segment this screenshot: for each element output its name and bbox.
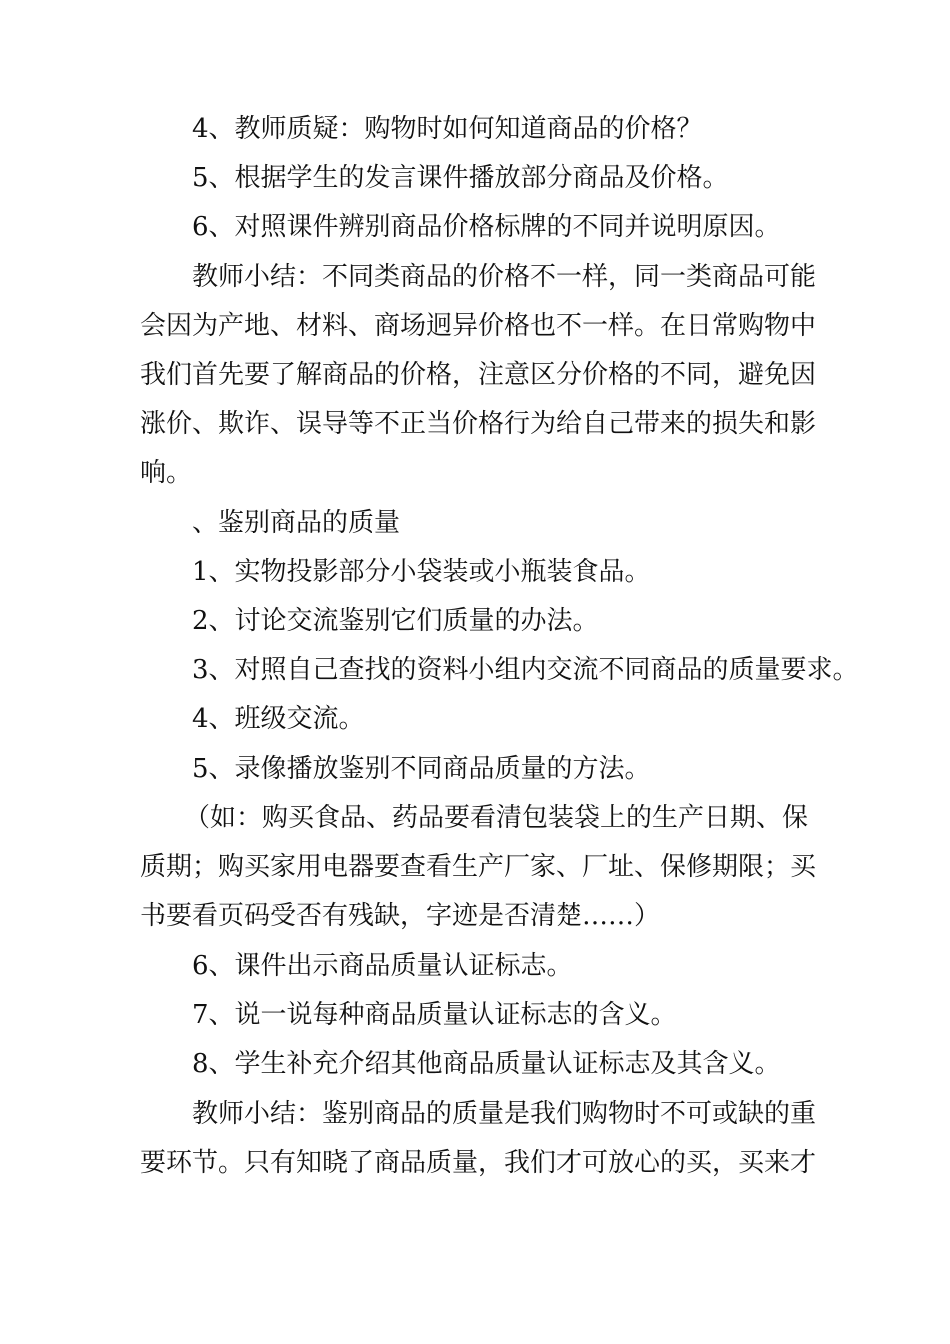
section-heading: 、鉴别商品的质量: [192, 508, 401, 538]
paragraph-line: 2、讨论交流鉴别它们质量的办法。: [192, 606, 599, 636]
paragraph-line: 教师小结：鉴别商品的质量是我们购物时不可或缺的重: [192, 1099, 817, 1129]
paragraph-line: 教师小结：不同类商品的价格不一样，同一类商品可能: [192, 262, 817, 292]
paragraph-line: 涨价、欺诈、误导等不正当价格行为给自己带来的损失和影: [140, 409, 817, 439]
paragraph-line: 6、课件出示商品质量认证标志。: [192, 951, 573, 981]
paragraph-line: 质期；购买家用电器要查看生产厂家、厂址、保修期限；买: [140, 852, 817, 882]
paragraph-line: 7、说一说每种商品质量认证标志的含义。: [192, 1000, 677, 1030]
paragraph-line: 3、对照自己查找的资料小组内交流不同商品的质量要求。: [192, 655, 859, 685]
paragraph-line: 要环节。只有知晓了商品质量，我们才可放心的买，买来才: [140, 1148, 817, 1178]
paragraph-line: 4、班级交流。: [192, 704, 365, 734]
paragraph-line: 我们首先要了解商品的价格，注意区分价格的不同，避免因: [140, 360, 817, 390]
paragraph-line: 8、学生补充介绍其他商品质量认证标志及其含义。: [192, 1049, 781, 1079]
paragraph-line: 5、根据学生的发言课件播放部分商品及价格。: [192, 163, 729, 193]
paragraph-line: 书要看页码受否有残缺，字迹是否清楚……）: [140, 901, 661, 931]
paragraph-line: 5、录像播放鉴别不同商品质量的方法。: [192, 754, 651, 784]
paragraph-line: 6、对照课件辨别商品价格标牌的不同并说明原因。: [192, 212, 781, 242]
paragraph-line: 会因为产地、材料、商场迥异价格也不一样。在日常购物中: [140, 311, 817, 341]
paragraph-line: 4、教师质疑：购物时如何知道商品的价格？: [192, 114, 703, 144]
paragraph-line: 1、实物投影部分小袋装或小瓶装食品。: [192, 557, 651, 587]
paragraph-line: 响。: [140, 458, 193, 488]
paragraph-line: （如：购买食品、药品要看清包装袋上的生产日期、保: [184, 803, 809, 833]
